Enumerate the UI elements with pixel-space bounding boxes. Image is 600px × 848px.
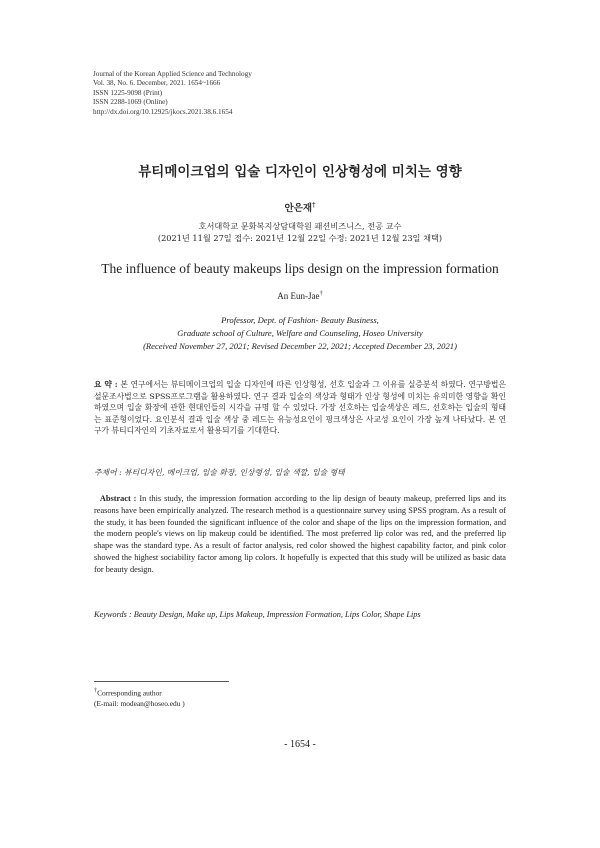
english-abstract-label: Abstract : xyxy=(99,494,137,503)
footnote-mark: † xyxy=(94,688,98,694)
english-dates: (Received November 27, 2021; Revised December 22, 2021; Accepted December 23, 2021) xyxy=(143,341,457,351)
korean-affiliation: 호서대학교 문화복지상담대학원 패션비즈니스, 전공 교수 xyxy=(198,221,402,231)
english-author-mark: † xyxy=(319,290,323,297)
english-abstract xyxy=(94,493,506,576)
korean-abstract-label: 요 약 : xyxy=(94,380,118,389)
journal-issn-print: ISSN 1225-9098 (Print) xyxy=(93,88,163,97)
english-affiliation-block xyxy=(0,314,600,353)
korean-abstract-text: 본 연구에서는 뷰티메이크업의 입술 디자인에 따른 인상형성, 선호 입술과 그 이유를 실증분석 하였다. 연구방법은 설문조사법으로 SPSS프로그램을 활용하였다. 연구 결과 입술의 색상과 형태가 인상 형성에 미치는 유의미한 영향을 확인하였으며 입술 화장에 관한 현대인들의 시각을 규명 할 수 있었다. 가장 선호하는 입술색상은 레드, 선호하는 입술의 형태는 표준형이었다. 요인분석 결과 입술 색상 중 레드는 유능성요인이 핑크색상은 사교성 요인이 가장 높게 나타났다. 본 연구가 뷰티디자인의 기초자료로서 활용되기를 기대한다. xyxy=(94,380,506,435)
korean-title: 뷰티메이크업의 입술 디자인이 인상형성에 미치는 영향 xyxy=(138,164,462,180)
footnote xyxy=(94,686,185,709)
korean-abstract xyxy=(94,379,506,437)
page-number: - 1654 - xyxy=(284,739,316,750)
journal-name: Journal of the Korean Applied Science and Technology xyxy=(93,70,252,78)
korean-author-name: 안은재 xyxy=(284,203,313,214)
footnote-label: Corresponding author xyxy=(97,688,162,698)
journal-doi: http://dx.doi.org/10.12925/jkocs.2021.38.6.1654 xyxy=(93,107,233,116)
korean-dates: (2021년 11월 27일 접수: 2021년 12월 22일 수정: 2021년 12월 23일 채택) xyxy=(157,233,443,243)
footnote-divider xyxy=(94,681,229,682)
english-author xyxy=(0,290,600,301)
english-keywords: Keywords : Beauty Design, Make up, Lips Makeup, Impression Formation, Lips Color, Shape Lips xyxy=(94,610,421,619)
footnote-email: (E-mail: modean@hoseo.edu ) xyxy=(94,699,185,709)
korean-author xyxy=(0,200,600,214)
journal-header xyxy=(93,70,252,117)
korean-affiliation-block xyxy=(0,220,600,244)
korean-author-mark: † xyxy=(312,200,316,209)
english-abstract-text: In this study, the impression formation according to the lip design of beauty makeup, preferred lips and its reasons have been empirically analyzed. The research method is a questionnaire survey using SPSS program. As a result of the study, it has been founded the significant influence of the color and shape of the lips on the impression formation, and the modern people's views on lip makeup could be identified. The most preferred lip color was red, and the preferred lip shape was the standard type. As a result of factor analysis, red color showed the highest capability factor, and pink color showed the highest sociability factor among lip colors. It hopefully is expected that this study will be utilized as basic data for beauty design. xyxy=(94,494,506,574)
journal-volume: Vol. 38, No. 6. December, 2021. 1654~1666 xyxy=(93,79,221,88)
english-author-name: An Eun-Jae xyxy=(277,291,320,301)
english-school: Graduate school of Culture, Welfare and Counseling, Hoseo University xyxy=(177,328,423,338)
english-position: Professor, Dept. of Fashion- Beauty Business, xyxy=(221,315,379,325)
journal-issn-online: ISSN 2288-1069 (Online) xyxy=(93,98,168,107)
korean-keywords: 주제어 : 뷰티디자인, 메이크업, 입술 화장, 인상형성, 입술 색깔, 입술 형태 xyxy=(94,468,345,477)
english-title: The influence of beauty makeups lips design on the impression formation xyxy=(101,261,499,276)
